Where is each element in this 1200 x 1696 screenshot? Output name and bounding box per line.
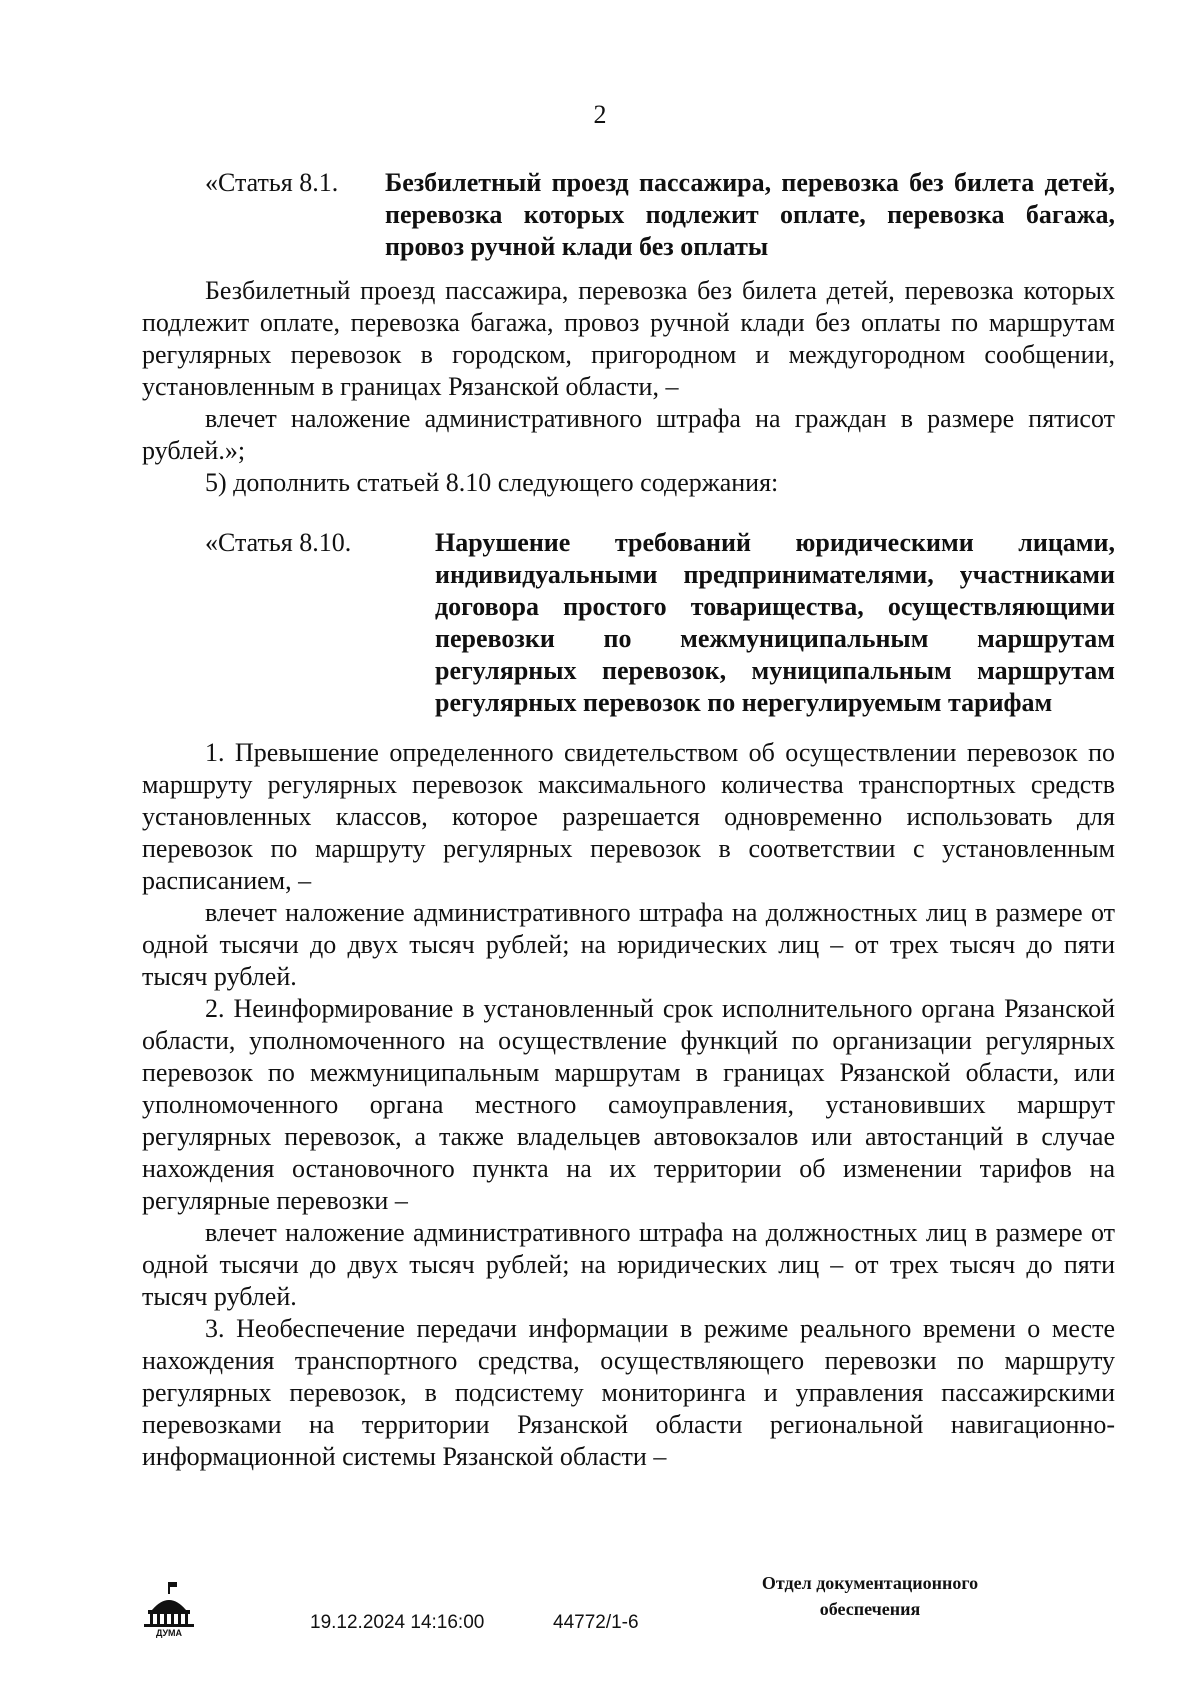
article-8-10-title: Нарушение требований юридическими лицами, индивидуальными предпринимателями, участниками договора простого товарищества, осуществляющими перевозки по межмуниципальным маршрутам регулярных перевозок, муниципальным маршрутам регулярных перевозок по нерегулируемым тарифам [435,528,1115,717]
paragraph-1: Безбилетный проезд пассажира, перевозка без билета детей, перевозка которых подлежит оплате, перевозка багажа, провоз ручной клади без оплаты по маршрутам регулярных перевозок в городском, пригородном и междугородном сообщении, установленным в границах Рязанской области, – [142,276,1115,401]
item-1-penalty: влечет наложение административного штрафа на должностных лиц в размере от одной тысячи до двух тысяч рублей; на юридических лиц – от трех тысяч до пяти тысяч рублей. [142,898,1115,991]
footer-dept-line-2: обеспечения [819,1599,921,1619]
footer-dept-line-1: Отдел документационного [761,1573,979,1593]
logo-text: ДУМА [155,1628,183,1638]
article-8-10-prefix: «Статья 8.10. [205,528,352,557]
item-3: 3. Необеспечение передачи информации в режиме реального времени о месте нахождения транспортного средства, осуществляющего перевозки по маршруту регулярных перевозок, в подсистему мониторинга и управления пассажирскими перевозками на территории Рязанской области региональной навигационно-информационной системы Рязанской области – [142,1314,1115,1471]
page-number: 2 [593,100,607,129]
duma-logo-icon [142,1580,196,1638]
article-8-10-heading [205,527,1115,719]
item-1: 1. Превышение определенного свидетельством об осуществлении перевозок по маршруту регулярных перевозок максимального количества транспортных средств установленных классов, которое разрешается одновременно использовать для перевозок по маршруту регулярных перевозок в соответствии с установленным расписанием, – [142,738,1115,895]
item-2-penalty: влечет наложение административного штрафа на должностных лиц в размере от одной тысячи до двух тысяч рублей; на юридических лиц – от трех тысяч до пяти тысяч рублей. [142,1218,1115,1311]
article-8-1-title: Безбилетный проезд пассажира, перевозка без билета детей, перевозка которых подлежит оплате, перевозка багажа, провоз ручной клади без оплаты [385,168,1115,261]
article-8-1-heading [205,167,1115,263]
article-8-1-prefix: «Статья 8.1. [205,168,339,197]
paragraph-3: 5) дополнить статьей 8.10 следующего содержания: [205,468,779,497]
paragraph-2: влечет наложение административного штрафа на граждан в размере пятисот рублей.»; [142,404,1115,465]
footer-department-stamp [720,1570,1020,1622]
item-2: 2. Неинформирование в установленный срок исполнительного органа Рязанской области, уполномоченного на осуществление функций по организации регулярных перевозок по межмуниципальным маршрутам в границах Рязанской области, или уполномоченного органа местного самоуправления, установивших маршрут регулярных перевозок, а также владельцев автовокзалов или автостанций в случае нахождения остановочного пункта на их территории об изменении тарифов на регулярные перевозки – [142,994,1115,1215]
footer-doc-number: 44772/1-6 [553,1612,639,1633]
footer-datetime: 19.12.2024 14:16:00 [310,1612,485,1633]
